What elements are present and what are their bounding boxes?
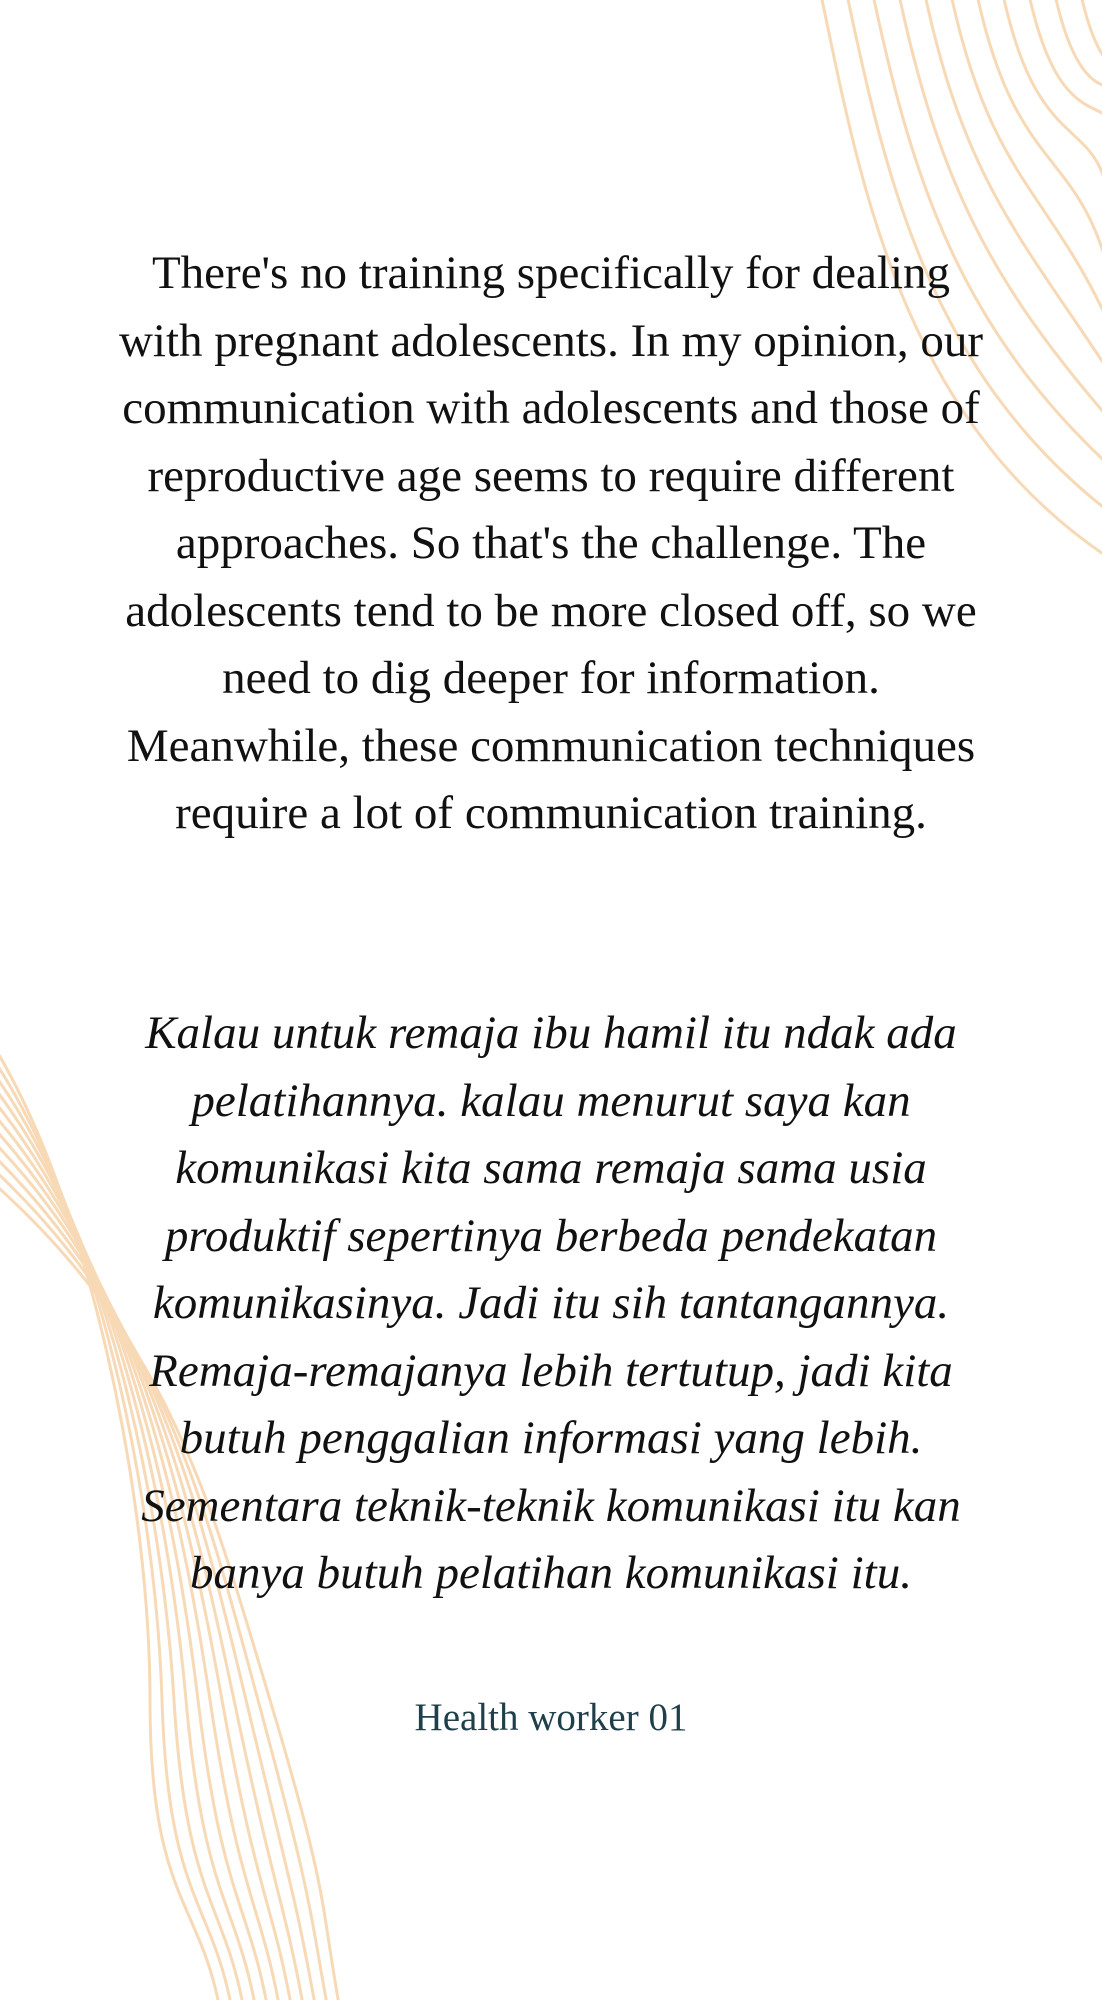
- quote-english: There's no training specifically for dealing with pregnant adolescents. In my opinion, our communication with adolescents and those of reproductive age seems to require different approaches. So that's the challenge. The adolescents tend to be more closed off, so we need to dig deeper for information. Meanwhile, these communication techniques require a lot of communication training.: [118, 247, 984, 839]
- quote-indonesian: Kalau untuk remaja ibu hamil itu ndak ada pelatihannya. kalau menurut saya kan komunikasi kita sama remaja sama usia produktif sepertinya berbeda pendekatan komunikasinya. Jadi itu sih tantangannya. Remaja-remajanya lebih tertutup, jadi kita butuh penggalian informasi yang lebih. Sementara teknik-teknik komunikasi itu kan banya butuh pelatihan komunikasi itu.: [141, 1007, 961, 1599]
- quote-attribution: Health worker 01: [414, 1696, 688, 1739]
